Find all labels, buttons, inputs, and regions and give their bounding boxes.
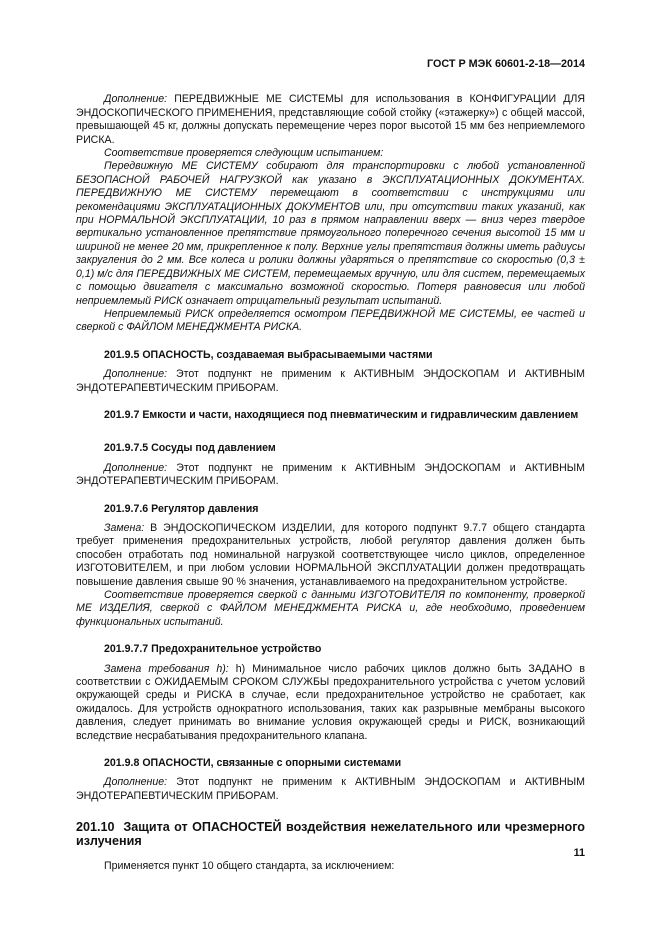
test-procedure-text: Передвижную МЕ СИСТЕМУ собирают для транспортировки с любой установленной БЕЗОПАСНОЙ РАБОЧЕЙ НАГРУЗКОЙ как указано в ЭКСПЛУАТАЦИОННЫХ ДОКУМЕНТАХ. ПЕРЕДВИЖНУЮ МЕ СИСТЕМУ перемещают в соответствии с инструкциями или рекомендациями ЭКСПЛУАТАЦИОННЫХ ДОКУМЕНТОВ или, при отсутствии таких указаний, как при НОРМАЛЬНОЙ ЭКСПЛУАТАЦИИ, 10 раз в прямом направлении вверх — вниз через твердое вертикально установленное препятствие прямоугольного поперечного сечения высотой 15 мм и шириной не менее 20 мм, прикрепленное к полу. Верхние углы препятствия должны иметь радиусы закругления до 2 мм. Все колеса и ролики должны ударяться о препятствие со скоростью (0,3 ± 0,1) м/с для ПЕРЕДВИЖНЫХ МЕ СИСТЕМ, перемещаемых вручную, или для систем, перемещаемых с помощью двигателя с максимально возможной скоростью. Потеря равновесия или любой неприемлемый РИСК означает отрицательный результат испытаний.: [76, 160, 585, 307]
section-heading-201-9-7-5: 201.9.7.5 Сосуды под давлением: [104, 442, 276, 455]
paragraph-text: ПЕРЕДВИЖНЫЕ МЕ СИСТЕМЫ для использования в КОНФИГУРАЦИИ ДЛЯ ЭНДОСКОПИЧЕСКОГО ПРИМЕНЕНИЯ, представляющие собой стойку («этажерку») с общей массой, превышающей 45 кг, должны допускать перемещение через порог высотой 15 мм без неприемлемого РИСКА.: [76, 93, 585, 146]
section-201-9-7-6-compliance: Соответствие проверяется сверкой с данными ИЗГОТОВИТЕЛЯ по компоненту, проверкой МЕ ИЗДЕЛИЯ, сверкой с ФАЙЛОМ МЕНЕДЖМЕНТА РИСКА и, где необходимо, проведением функциональных испытаний.: [76, 589, 585, 628]
section-201-9-7-6-text: Замена: В ЭНДОСКОПИЧЕСКОМ ИЗДЕЛИИ, для которого подпункт 9.7.7 общего стандарта требует применения предохранительных устройств, любой регулятор давления должен быть способен отработать под номинальной нагрузкой соответствующее число циклов, определенное ИЗГОТОВИТЕЛЕМ, и при любом условии НОРМАЛЬНОЙ ЭКСПЛУАТАЦИИ должен предотвращать повышение давления свыше 90 % значения, устанавливаемого на предохранительном устройстве.: [76, 521, 585, 588]
section-heading-201-9-7-6: 201.9.7.6 Регулятор давления: [104, 502, 259, 515]
document-code-header: ГОСТ Р МЭК 60601-2-18—2014: [426, 58, 585, 70]
section-201-9-8-text: Дополнение: Этот подпункт не применим к АКТИВНЫМ ЭНДОСКОПАМ и АКТИВНЫМ ЭНДОТЕРАПЕВТИЧЕСКИМ ПРИБОРАМ.: [76, 776, 585, 802]
section-heading-201-9-5: 201.9.5 ОПАСНОСТЬ, создаваемая выбрасываемыми частями: [104, 348, 433, 361]
lead-label: Дополнение:: [104, 93, 168, 106]
section-heading-201-9-7-7: 201.9.7.7 Предохранительное устройство: [104, 643, 322, 656]
section-201-10-text: Применяется пункт 10 общего стандарта, за исключением:: [104, 860, 395, 873]
section-heading-201-9-8: 201.9.8 ОПАСНОСТИ, связанные с опорными системами: [104, 757, 402, 770]
section-201-9-7-5-text: Дополнение: Этот подпункт не применим к АКТИВНЫМ ЭНДОСКОПАМ и АКТИВНЫМ ЭНДОТЕРАПЕВТИЧЕСКИМ ПРИБОРАМ.: [76, 461, 585, 488]
section-heading-201-9-7: 201.9.7 Емкости и части, находящиеся под пневматическим и гидравлическим давлением: [104, 408, 579, 421]
page-number: 11: [573, 847, 585, 859]
section-201-9-5-text: Дополнение: Этот подпункт не применим к АКТИВНЫМ ЭНДОСКОПАМ И АКТИВНЫМ ЭНДОТЕРАПЕВТИЧЕСКИМ ПРИБОРАМ.: [76, 368, 585, 394]
compliance-check-text: Соответствие проверяется следующим испытанием:: [104, 147, 384, 160]
unacceptable-risk-text: Неприемлемый РИСК определяется осмотром ПЕРЕДВИЖНОЙ МЕ СИСТЕМЫ, ее частей и сверкой с ФАЙЛОМ МЕНЕДЖМЕНТА РИСКА.: [76, 307, 585, 334]
section-heading-201-10: 201.10 Защита от ОПАСНОСТЕЙ воздействия нежелательного или чрезмерного излучения: [76, 820, 585, 849]
paragraph-addition-mobile-systems: [76, 93, 585, 147]
section-201-9-7-7-text: Замена требования h): h) Минимальное число рабочих циклов должно быть ЗАДАНО в соответствии с ОЖИДАЕМЫМ СРОКОМ СЛУЖБЫ предохранительного устройства с учетом условий окружающей среды и РИСКА в случае, если предохранительное устройство не сработает, как ожидалось. Для устройств однократного использования, таких как разрывные мембраны высокого давления, следует принимать во внимание условия окружающей среды и РИСК, возникающий вследствие несрабатывания предохранительного клапана.: [76, 662, 585, 742]
